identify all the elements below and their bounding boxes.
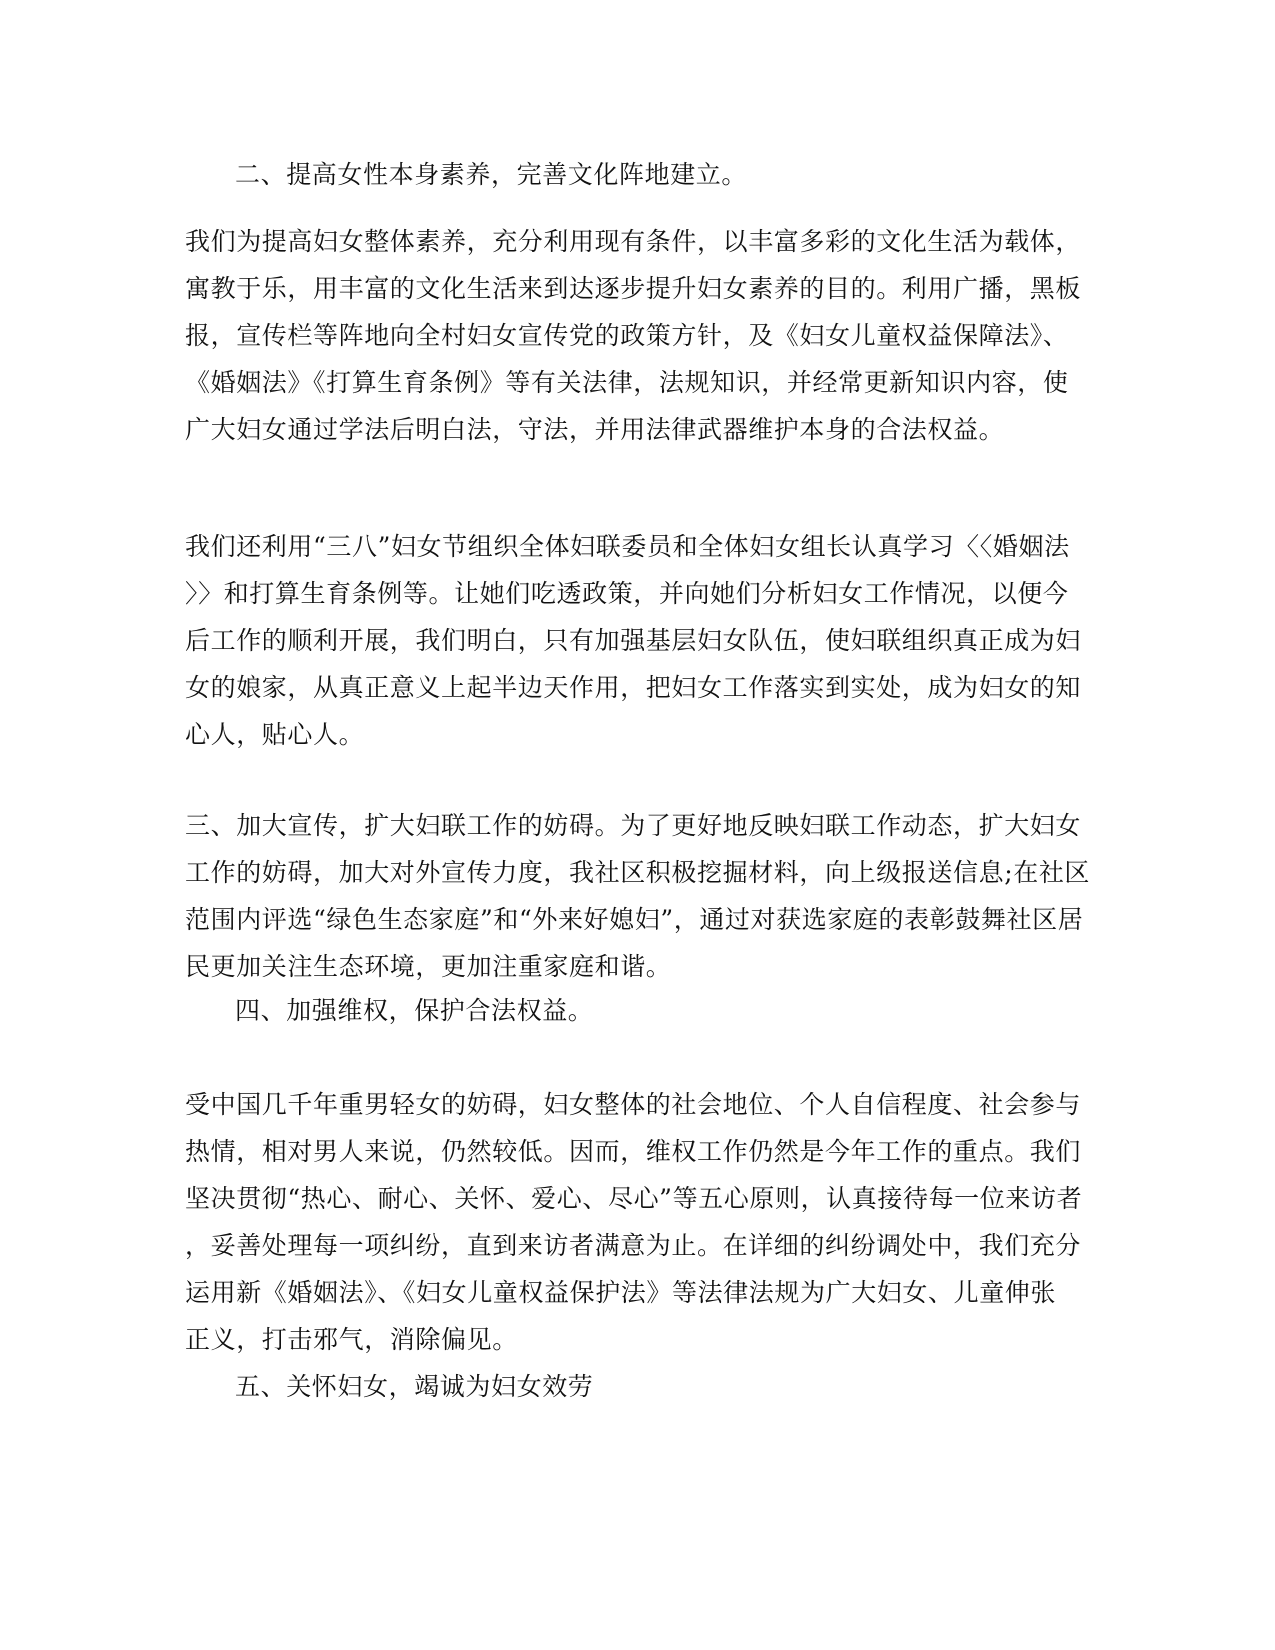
paragraph-line: 后工作的顺利开展，我们明白，只有加强基层妇女队伍，使妇联组织真正成为妇 [185,626,1082,655]
paragraph-line: 热情，相对男人来说，仍然较低。因而，维权工作仍然是今年工作的重点。我们 [185,1137,1082,1166]
paragraph-line: 民更加关注生态环境，更加注重家庭和谐。 [185,952,672,981]
heading-section-2: 二、提高女性本身素养，完善文化阵地建立。 [235,160,748,189]
heading-section-3: 三、加大宣传，扩大妇联工作的妨碍。为了更好地反映妇联工作动态，扩大妇女 [185,811,1082,840]
paragraph-line: 受中国几千年重男轻女的妨碍，妇女整体的社会地位、个人自信程度、社会参与 [185,1090,1082,1119]
paragraph-line: 我们还利用“三八”妇女节组织全体妇联委员和全体妇女组长认真学习〈〈婚姻法 [185,532,1070,561]
paragraph-line: 心人，贴心人。 [185,720,365,749]
heading-section-4: 四、加强维权，保护合法权益。 [235,996,594,1025]
paragraph-line: 〉〉和打算生育条例等。让她们吃透政策，并向她们分析妇女工作情况，以便今 [185,579,1069,608]
paragraph-line: 寓教于乐，用丰富的文化生活来到达逐步提升妇女素养的目的。利用广播，黑板 [185,274,1082,303]
paragraph-line: 《婚姻法》《打算生育条例》等有关法律，法规知识，并经常更新知识内容，使 [185,368,1069,397]
paragraph-line: 我们为提高妇女整体素养，充分利用现有条件，以丰富多彩的文化生活为载体， [185,227,1082,256]
paragraph-line: 正义，打击邪气，消除偏见。 [185,1325,518,1354]
paragraph-line: 范围内评选“绿色生态家庭”和“外来好媳妇”，通过对获选家庭的表彰鼓舞社区居 [185,905,1084,934]
paragraph-line: 运用新《婚姻法》、《妇女儿童权益保护法》等法律法规为广大妇女、儿童伸张 [185,1278,1057,1307]
heading-section-5: 五、关怀妇女，竭诚为妇女效劳 [235,1372,594,1401]
paragraph-line: 广大妇女通过学法后明白法，守法，并用法律武器维护本身的合法权益。 [185,415,1005,444]
paragraph-line: 坚决贯彻“热心、耐心、关怀、爱心、尽心”等五心原则，认真接待每一位来访者 [185,1184,1083,1213]
paragraph-line: ，妥善处理每一项纠纷，直到来访者满意为止。在详细的纠纷调处中，我们充分 [185,1231,1082,1260]
paragraph-line: 报，宣传栏等阵地向全村妇女宣传党的政策方针，及《妇女儿童权益保障法》、 [185,321,1069,350]
paragraph-line: 工作的妨碍，加大对外宣传力度，我社区积极挖掘材料，向上级报送信息;在社区 [185,858,1091,887]
paragraph-line: 女的娘家，从真正意义上起半边天作用，把妇女工作落实到实处，成为妇女的知 [185,673,1082,702]
